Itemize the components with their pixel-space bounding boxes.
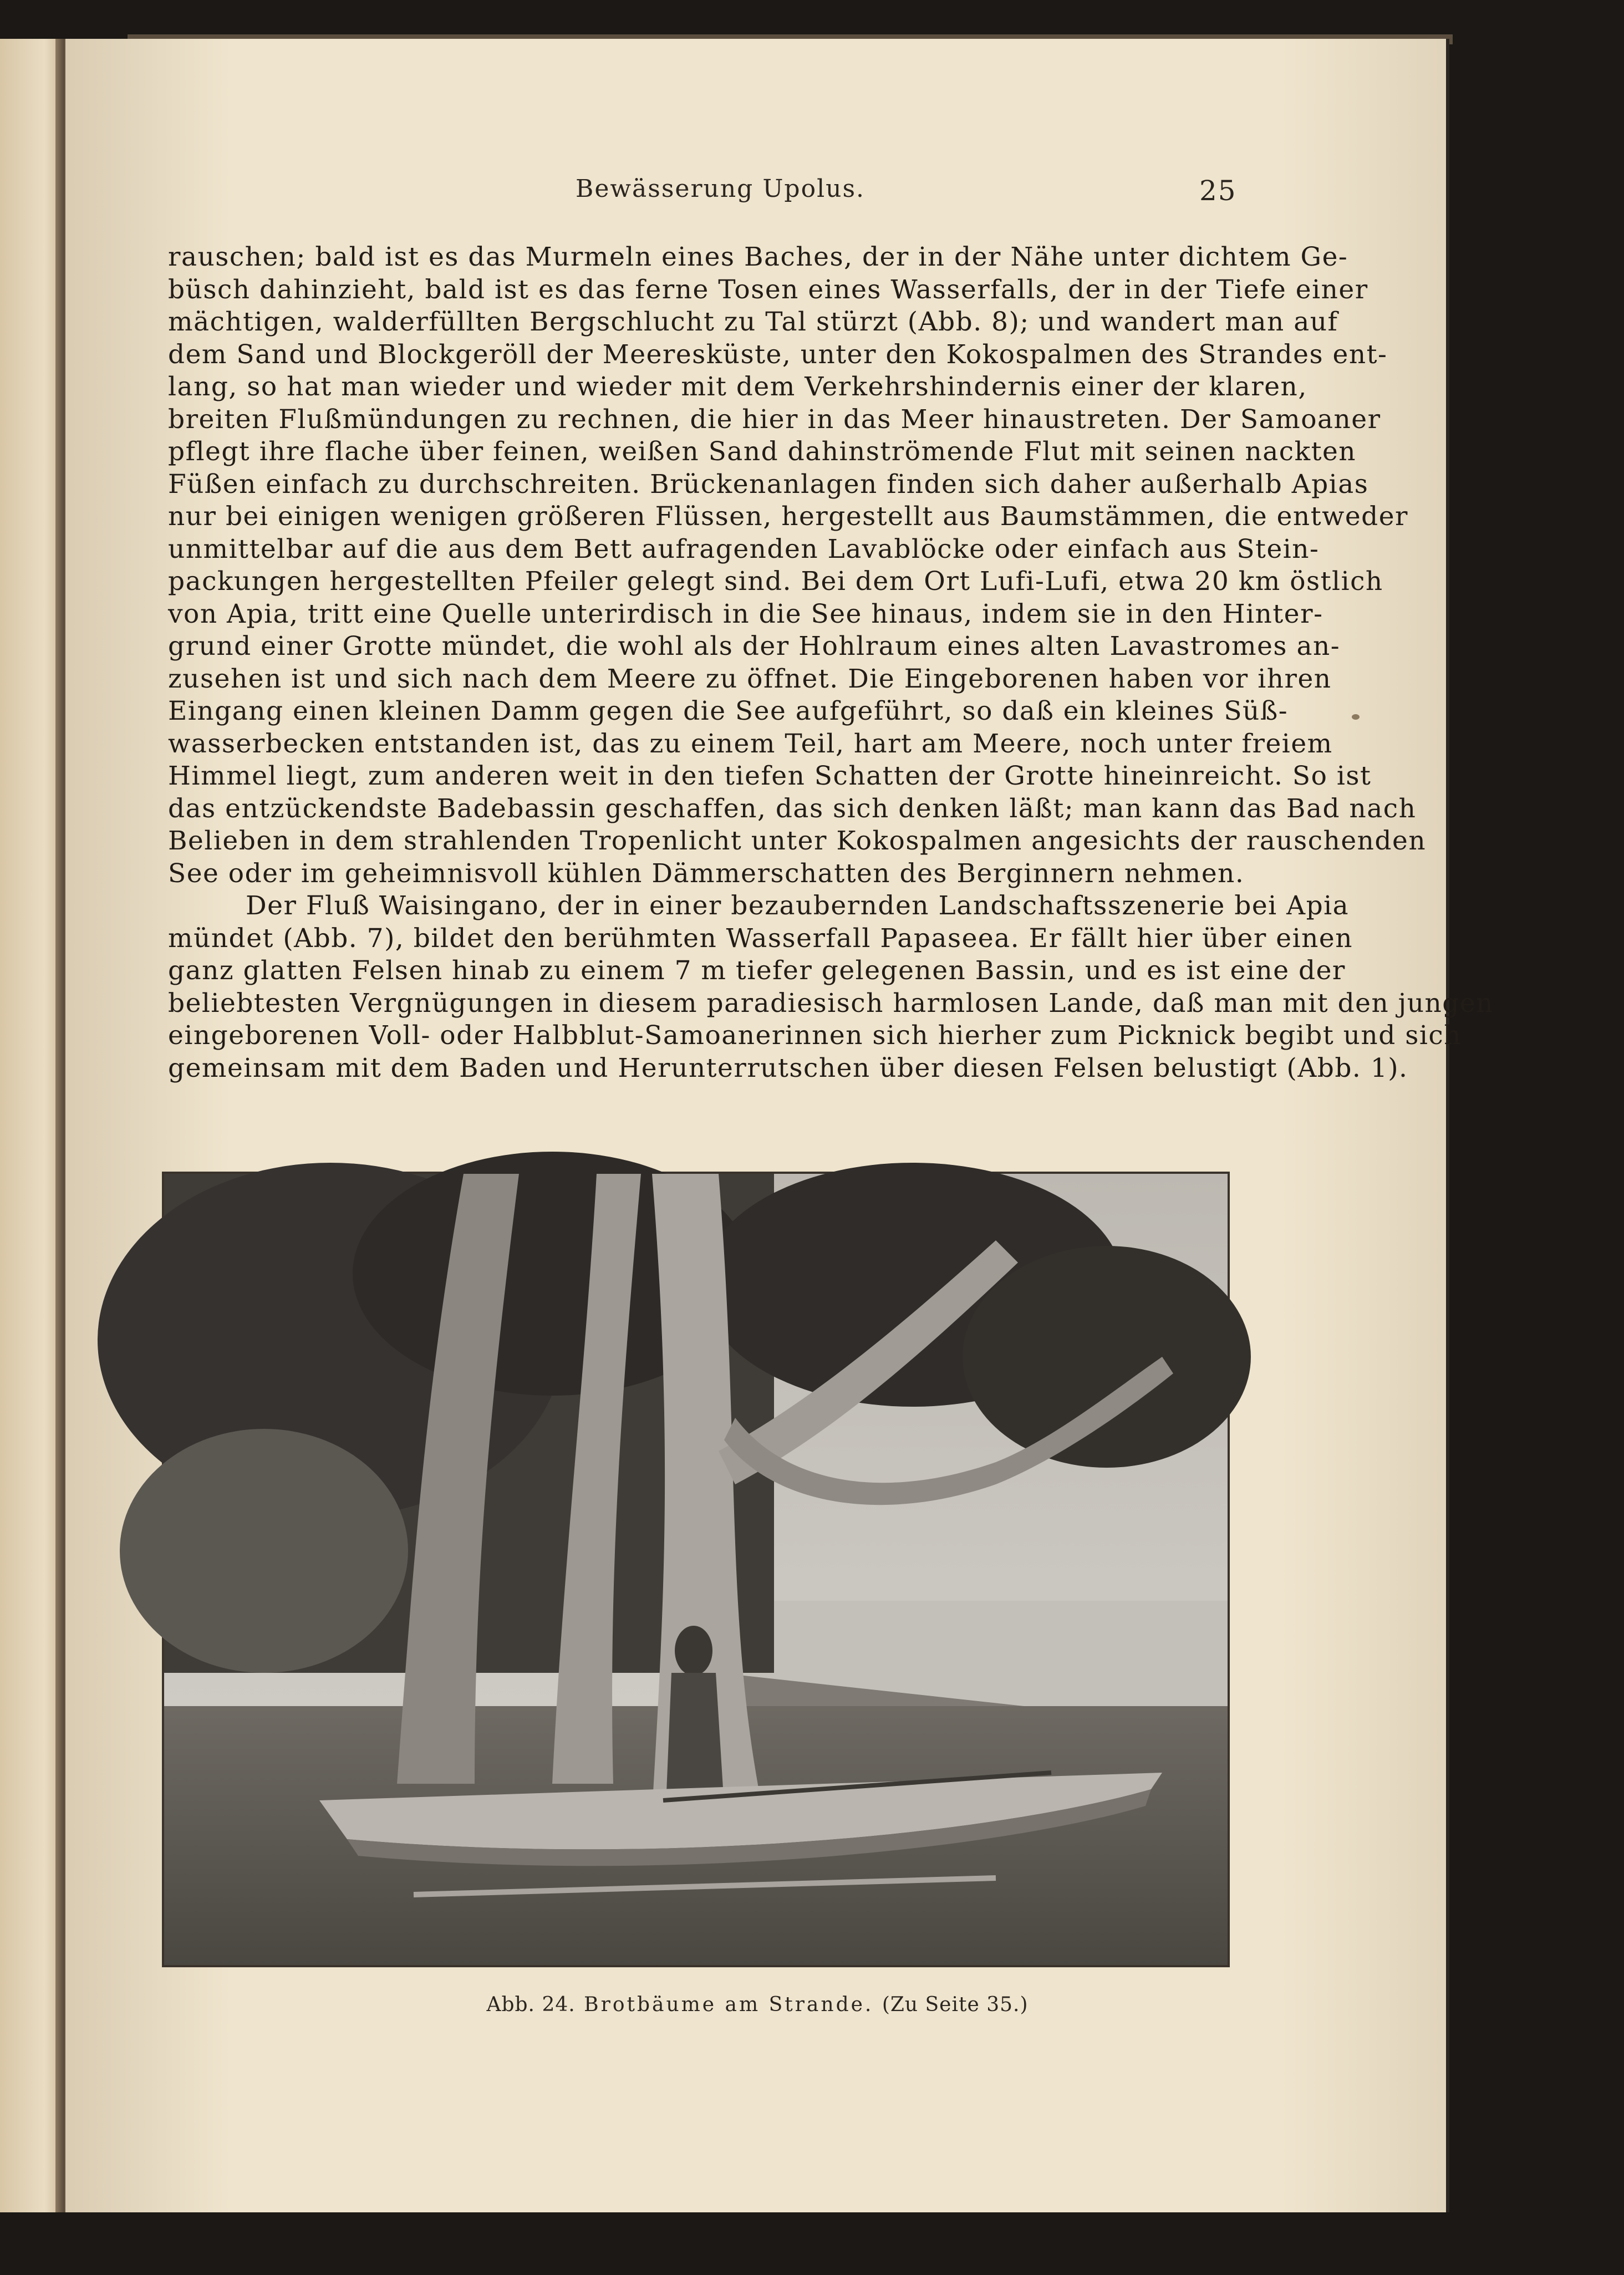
text-line: See oder im geheimnisvoll kühlen Dämmerschatten des Berginnern nehmen. <box>168 858 1245 889</box>
figure-photo <box>162 1172 1230 1967</box>
text-line: breiten Flußmündungen zu rechnen, die hier in das Meer hinaustreten. Der Samoaner <box>168 404 1381 435</box>
text-line: grund einer Grotte mündet, die wohl als der Hohlraum eines alten Lavastromes an- <box>168 631 1341 661</box>
text-line: wasserbecken entstanden ist, das zu einem Teil, hart am Meere, noch unter freiem <box>168 728 1333 759</box>
text-line: pflegt ihre flache über feinen, weißen Sand dahinströmende Flut mit seinen nackten <box>168 436 1357 467</box>
text-line: mündet (Abb. 7), bildet den berühmten Wasserfall Papaseea. Er fällt hier über einen <box>168 923 1353 954</box>
breadfruit-trees-photo <box>164 1174 1228 1965</box>
caption-reference: (Zu Seite 35.) <box>882 1993 1029 2016</box>
text-line: Eingang einen kleinen Damm gegen die See aufgeführt, so daß ein kleines Süß- <box>168 696 1289 726</box>
figure-caption <box>65 1993 1449 2016</box>
text-line: eingeborenen Voll- oder Halbblut-Samoanerinnen sich hierher zum Picknick begibt und sich <box>168 1020 1462 1051</box>
text-line: rauschen; bald ist es das Murmeln eines Baches, der in der Nähe unter dichtem Ge- <box>168 242 1348 272</box>
page-number: 25 <box>1199 175 1237 207</box>
caption-number: Abb. 24. <box>486 1993 576 2016</box>
paper-speck <box>1352 714 1360 720</box>
text-line: ganz glatten Felsen hinab zu einem 7 m tiefer gelegenen Bassin, und es ist eine der <box>168 955 1346 986</box>
text-line: gemeinsam mit dem Baden und Herunterrutschen über diesen Felsen belustigt (Abb. 1). <box>168 1052 1408 1083</box>
text-line: packungen hergestellten Pfeiler gelegt sind. Bei dem Ort Lufi-Lufi, etwa 20 km östlich <box>168 566 1383 597</box>
text-line: Himmel liegt, zum anderen weit in den tiefen Schatten der Grotte hineinreicht. So ist <box>168 761 1372 791</box>
text-line: beliebtesten Vergnügungen in diesem paradiesisch harmlosen Lande, daß man mit den jungen <box>168 988 1494 1019</box>
text-line: von Apia, tritt eine Quelle unterirdisch in die See hinaus, indem sie in den Hinter- <box>168 598 1323 629</box>
caption-title: Brotbäume am Strande. <box>584 1993 874 2016</box>
text-line: nur bei einigen wenigen größeren Flüssen, hergestellt aus Baumstämmen, die entweder <box>168 501 1408 532</box>
facing-page-edge <box>0 39 64 2212</box>
text-line: unmittelbar auf die aus dem Bett aufragenden Lavablöcke oder einfach aus Stein- <box>168 533 1320 564</box>
body-text <box>168 241 1494 1085</box>
book-page <box>65 39 1494 2212</box>
text-line: Füßen einfach zu durchschreiten. Brückenanlagen finden sich daher außerhalb Apias <box>168 469 1369 500</box>
text-line: das entzückendste Badebassin geschaffen, das sich denken läßt; man kann das Bad nach <box>168 793 1417 824</box>
text-line: Belieben in dem strahlenden Tropenlicht unter Kokospalmen angesichts der rauschenden <box>168 826 1427 856</box>
running-title: Bewässerung Upolus. <box>576 175 866 203</box>
text-line: Der Fluß Waisingano, der in einer bezaubernden Landschaftsszenerie bei Apia <box>246 890 1350 921</box>
text-line: lang, so hat man wieder und wieder mit dem Verkehrshindernis einer der klaren, <box>168 371 1307 402</box>
text-line: mächtigen, walderfüllten Bergschlucht zu Tal stürzt (Abb. 8); und wandert man auf <box>168 307 1338 337</box>
text-line: dem Sand und Blockgeröll der Meeresküste, unter den Kokospalmen des Strandes ent- <box>168 339 1388 370</box>
text-line: zusehen ist und sich nach dem Meere zu öffnet. Die Eingeborenen haben vor ihren <box>168 663 1332 694</box>
text-line: büsch dahinzieht, bald ist es das ferne Tosen eines Wasserfalls, der in der Tiefe einer <box>168 274 1368 305</box>
